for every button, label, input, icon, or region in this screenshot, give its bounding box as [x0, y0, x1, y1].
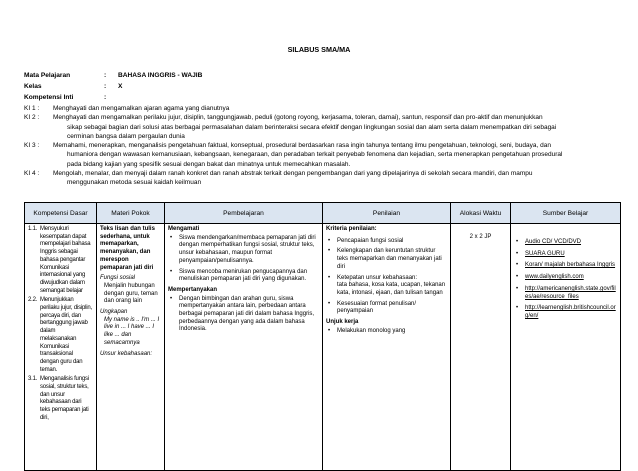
pn-item: • Pencapaian fungsi sosial	[326, 238, 447, 246]
sumber-item: • SUARA GURU	[514, 251, 617, 259]
pn-heading: Kriteria penilaian:	[326, 226, 377, 232]
header-kompetensi-dasar: Kompetensi Dasar	[25, 203, 97, 224]
cell-sumber-belajar	[511, 224, 621, 471]
ki-row	[24, 169, 620, 188]
table-header-row	[25, 203, 621, 224]
cell-penilaian	[323, 224, 451, 471]
ki-number: KI 3 :	[24, 142, 40, 150]
mapel-value: BAHASA INGGRIS - WAJIB	[118, 72, 203, 79]
kelas-value: X	[118, 83, 123, 90]
meta-mapel	[0, 72, 638, 82]
sumber-link[interactable]: • http://americanenglish.state.gov/files/ae/resource_files	[514, 286, 617, 301]
pb-item: • Dengan bimbingan dan arahan guru, siswa mempertanyakan antara lain, perbedaan antara berbagai pemaparan jati diri dalam bahasa Inggris, perbedaannya dengan yang ada dalam bahasa Indonesia.	[168, 296, 319, 335]
ki-text: Memahami, menerapkan, menganalisis pengetahuan faktual, konseptual, prosedural berdasarkan rasa ingin tahunya tentang ilmu pengetahuan, teknologi, seni, budaya, dan	[53, 142, 551, 150]
mp-unsur-label: Unsur kebahasaan:	[100, 350, 153, 357]
ki-row	[24, 141, 620, 169]
pb-item: • Siswa mencoba menirukan pengucapannya dan menuliskan pemaparan jati diri yang digunakan.	[168, 269, 319, 284]
ki-row	[24, 113, 620, 141]
table-row	[25, 224, 621, 471]
sumber-link[interactable]: • http://learnenglish.britishcouncil.org/en/	[514, 305, 617, 320]
mp-ungkapan-text: My name is .. I'm ... I live in ... I have ... I like ... dan semacamnya	[104, 316, 160, 346]
mp-heading: Teks lisan dan tulis sederhana, untuk memaparkan, menanyakan, dan merespon pemaparan jati diri	[100, 226, 155, 271]
mapel-colon: :	[104, 72, 107, 79]
pb-item: • Siswa mendengarkan/membaca pemaparan jati diri dengan memperhatikan fungsi sosial, struktur teks, unsur kebahasaan, maupun format penyampaian/penulisannya.	[168, 235, 319, 266]
kd-item: 1.1. Mensyukuri kesempatan dapat mempelajari bahasa Inggris sebagai bahasa pengantar Komunikasi internasional yang diwujudkan dalam semangat belajar	[28, 226, 91, 294]
pn-item: • Kelengkapan dan keruntutan struktur teks memaparkan dan menanyakan jati diri	[326, 248, 447, 271]
kd-item: 3.1. Menganalisis fungsi sosial, struktur teks, dan unsur kebahasaan dari teks pemaparan jati diri,	[28, 376, 89, 421]
pn-unjuk-heading: Unjuk kerja	[326, 319, 359, 326]
sumber-item: • Audio CD/ VCD/DVD	[514, 239, 617, 247]
ki-text: Menghayati dan mengamalkan ajaran agama yang dianutnya	[53, 105, 230, 112]
cell-kompetensi-dasar	[25, 224, 97, 471]
header-pembelajaran: Pembelajaran	[165, 203, 323, 224]
header-materi-pokok: Materi Pokok	[97, 203, 165, 224]
pn-item: • Ketepatan unsur kebahasaan:	[326, 275, 447, 283]
pb-menanya-heading: Mempertanyakan	[168, 286, 218, 293]
pn-item: • Kesesuaian format penulisan/ penyampaian	[326, 301, 447, 316]
kd-item: 2.2. Menunjukkan perilaku jujur, disiplin, percaya diri, dan bertanggung jawab dalam melaksanakan Komunikasi transaksional dengan guru dan teman.	[28, 297, 93, 373]
ki-text-cont: menggunakan metoda sesuai kaidah keilmuan	[67, 179, 202, 187]
header-alokasi-waktu: Alokasi Waktu	[451, 203, 511, 224]
page-title: SILABUS SMA/MA	[287, 45, 351, 54]
cell-materi-pokok	[97, 224, 165, 471]
ki-colon: :	[104, 94, 107, 101]
cell-alokasi-waktu	[451, 224, 511, 471]
ki-text-cont: pada bidang kajian yang spesifik sesuai dengan bakat dan minatnya untuk memecahkan masalah.	[67, 160, 351, 168]
mp-ungkapan-label: Ungkapan	[100, 309, 128, 316]
meta-ki	[0, 94, 638, 104]
header-sumber-belajar: Sumber Belajar	[511, 203, 621, 224]
header-penilaian: Penilaian	[323, 203, 451, 224]
sumber-list	[514, 239, 617, 321]
alokasi-value: 2 x 2 JP	[469, 234, 492, 240]
kompetensi-inti-list	[24, 104, 620, 188]
ki-text: Menghayati dan mengamalkan perilaku jujur, disiplin, tanggungjawab, peduli (gotong royong, kerjasama, toleran, damai), santun, responsif dan pro-aktif dan menunjukkan	[53, 114, 543, 122]
ki-text-cont: sikap sebagai bagian dari solusi atas berbagai permasalahan dalam berinteraksi secara efektif dengan lingkungan sosial dan alam serta dalam menempatkan diri sebagai	[67, 123, 557, 131]
kelas-colon: :	[104, 83, 107, 90]
kelas-label: Kelas	[24, 83, 42, 90]
ki-label: Kompetensi Inti	[24, 94, 74, 101]
pn-item-sub: tata bahasa, kosa kata, ucapan, tekanan kata, intonasi, ejaan, dan tulisan tangan	[337, 282, 446, 296]
pn-unjuk-item: • Melakukan monolog yang	[326, 328, 447, 336]
ki-text-cont: cerminan bangsa dalam pergaulan dunia	[67, 132, 185, 140]
mp-fungsi-text: Menjalin hubungan dengan guru, teman dan orang lain	[104, 282, 158, 305]
ki-text-cont: humaniora dengan wawasan kemanusiaan, kebangsaan, kenegaraan, dan peradaban terkait penyebab fenomena dan kejadian, serta menerapkan pengetahuan prosedural	[67, 151, 563, 159]
syllabus-table	[24, 202, 621, 471]
pb-mengamati-heading: Mengamati	[168, 226, 200, 232]
ki-text: Mengolah, menalar, dan menyaji dalam ranah konkret dan ranah abstrak terkait dengan pengembangan dari yang dipelajarinya di sekolah secara mandiri, dan mampu	[53, 170, 533, 178]
mapel-label: Mata Pelajaran	[24, 72, 71, 79]
sumber-item: • Koran/ majalah berbahasa Inggris	[514, 262, 617, 270]
sumber-link[interactable]: • www.dailyenglish.com	[514, 274, 617, 282]
mp-fungsi-label: Fungsi sosial	[100, 275, 136, 282]
ki-row	[24, 104, 620, 113]
ki-number: KI 4 :	[24, 170, 40, 178]
cell-pembelajaran	[165, 224, 323, 471]
ki-number: KI 1 :	[24, 105, 40, 112]
ki-number: KI 2 :	[24, 114, 40, 122]
meta-kelas	[0, 83, 638, 93]
